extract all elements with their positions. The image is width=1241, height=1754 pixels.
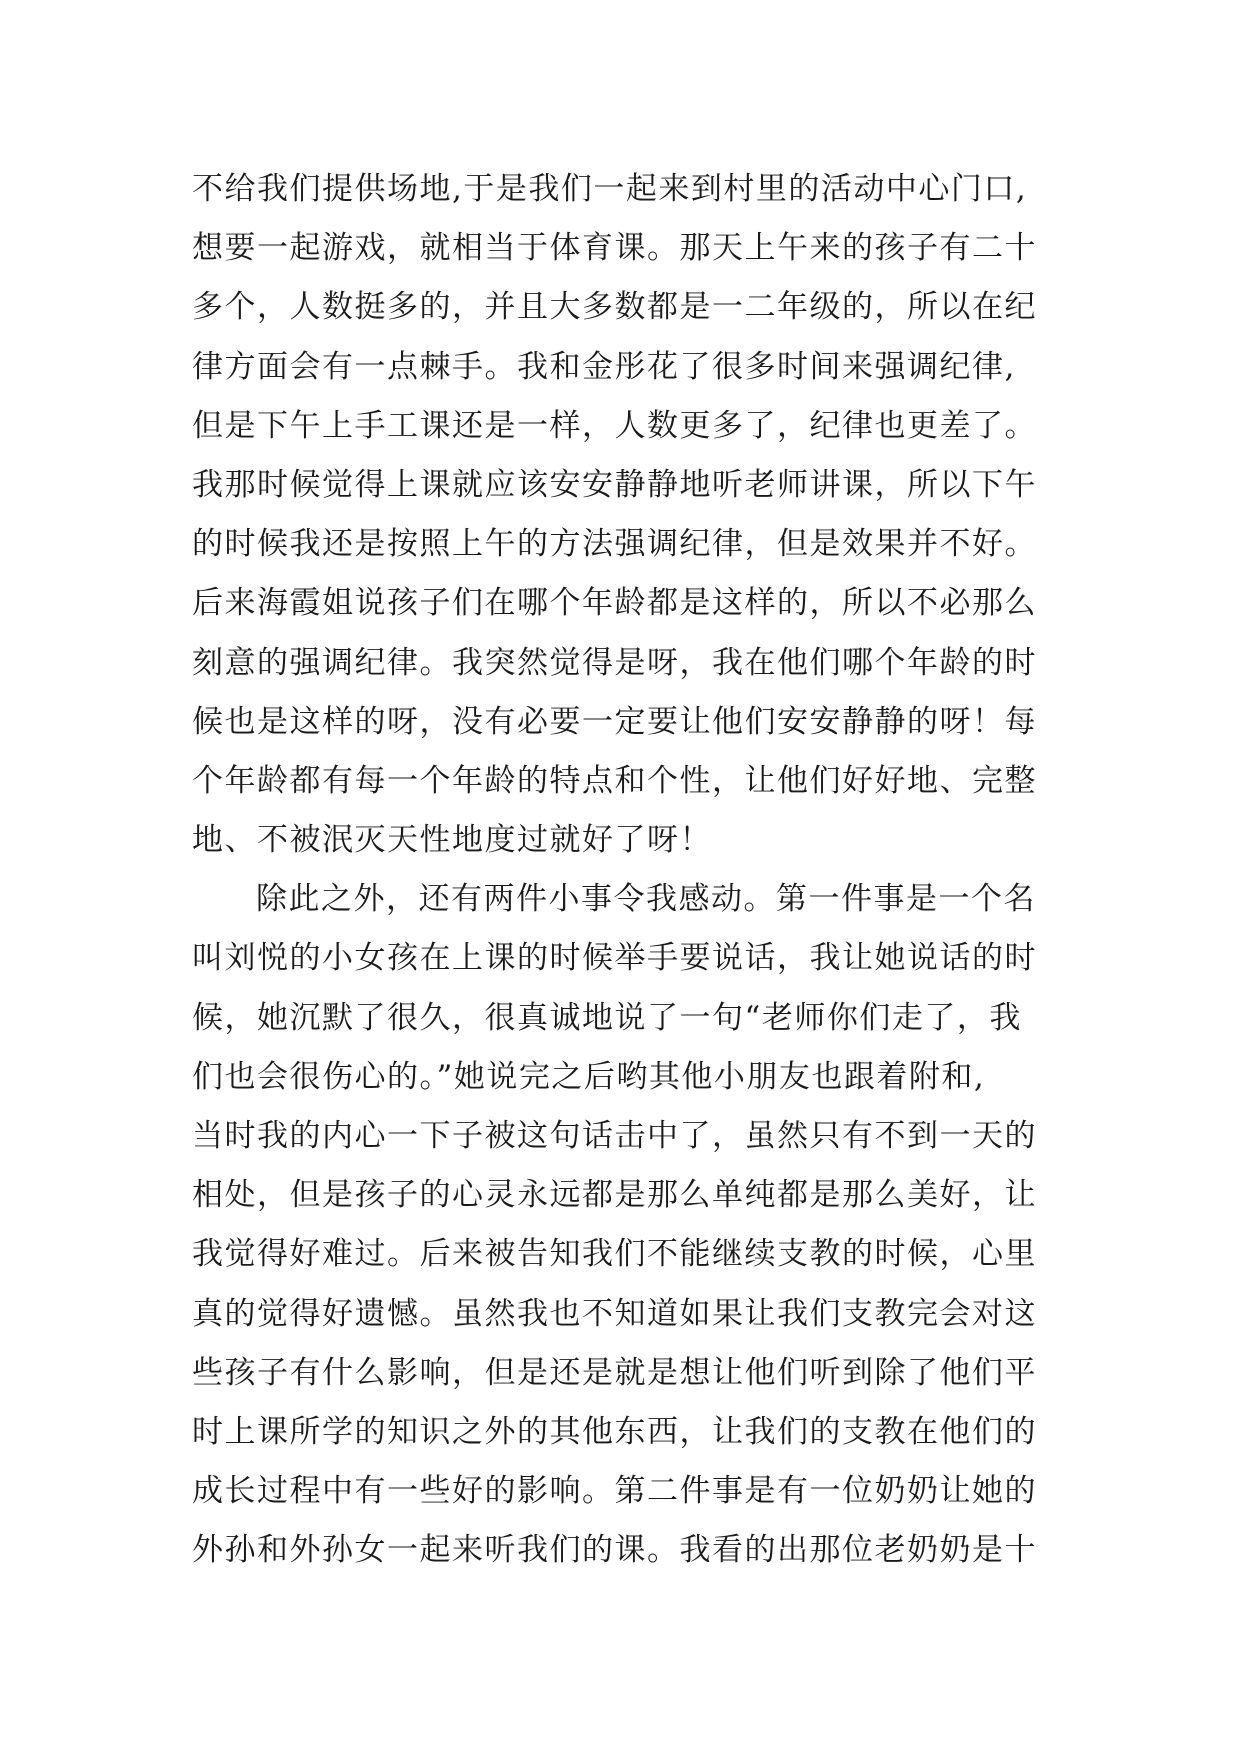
paragraph-first-line: 除此之外，还有两件小事令我感动。第一件事是一个名 [256,881,1036,918]
text-line: 的时候我还是按照上午的方法强调纪律，但是效果并不好。 [192,526,1037,563]
text-line: 后来海霞姐说孩子们在哪个年龄都是这样的，所以不必那么 [192,585,1037,622]
text-line: 当时我的内心一下子被这句话击中了，虽然只有不到一天的 [192,1118,1037,1154]
text-line: 们也会很伤心的。”她说完之后哟其他小朋友也跟着附和, [192,1058,986,1095]
text-line: 刻意的强调纪律。我突然觉得是呀，我在他们哪个年龄的时 [192,644,1037,681]
text-line: 律方面会有一点棘手。我和金彤花了很多时间来强调纪律, [192,348,1016,385]
text-line: 真的觉得好遗憾。虽然我也不知道如果让我们支教完会对这 [192,1295,1037,1332]
text-line: 我觉得好难过。后来被告知我们不能继续支教的时候，心里 [192,1236,1037,1273]
text-line: 相处，但是孩子的心灵永远都是那么单纯都是那么美好，让 [192,1177,1037,1214]
text-line: 候也是这样的呀，没有必要一定要让他们安安静静的呀！每 [192,703,1037,740]
text-line: 候，她沉默了很久，很真诚地说了一句“老师你们走了，我 [192,999,1022,1036]
text-line: 个年龄都有每一个年龄的特点和个性，让他们好好地、完整 [192,762,1037,799]
text-line: 些孩子有什么影响，但是还是就是想让他们听到除了他们平 [192,1354,1037,1391]
text-line: 地、不被泯灭天性地度过就好了呀！ [192,822,712,859]
text-line: 时上课所学的知识之外的其他东西，让我们的支教在他们的 [192,1413,1037,1450]
text-line: 我那时候觉得上课就应该安安静静地听老师讲课，所以下午 [192,466,1037,503]
text-line: 不给我们提供场地,于是我们一起来到村里的活动中心门口, [192,171,1028,207]
text-line: 多个，人数挺多的，并且大多数都是一二年级的，所以在纪 [192,289,1037,326]
body-text [192,160,1072,1581]
text-line: 叫刘悦的小女孩在上课的时候举手要说话，我让她说话的时 [192,940,1037,977]
text-line: 但是下午上手工课还是一样，人数更多了，纪律也更差了。 [192,407,1037,444]
text-line: 想要一起游戏，就相当于体育课。那天上午来的孩子有二十 [192,230,1037,267]
text-line: 外孙和外孙女一起来听我们的课。我看的出那位老奶奶是十 [192,1532,1037,1569]
text-line: 成长过程中有一些好的影响。第二件事是有一位奶奶让她的 [192,1473,1037,1510]
